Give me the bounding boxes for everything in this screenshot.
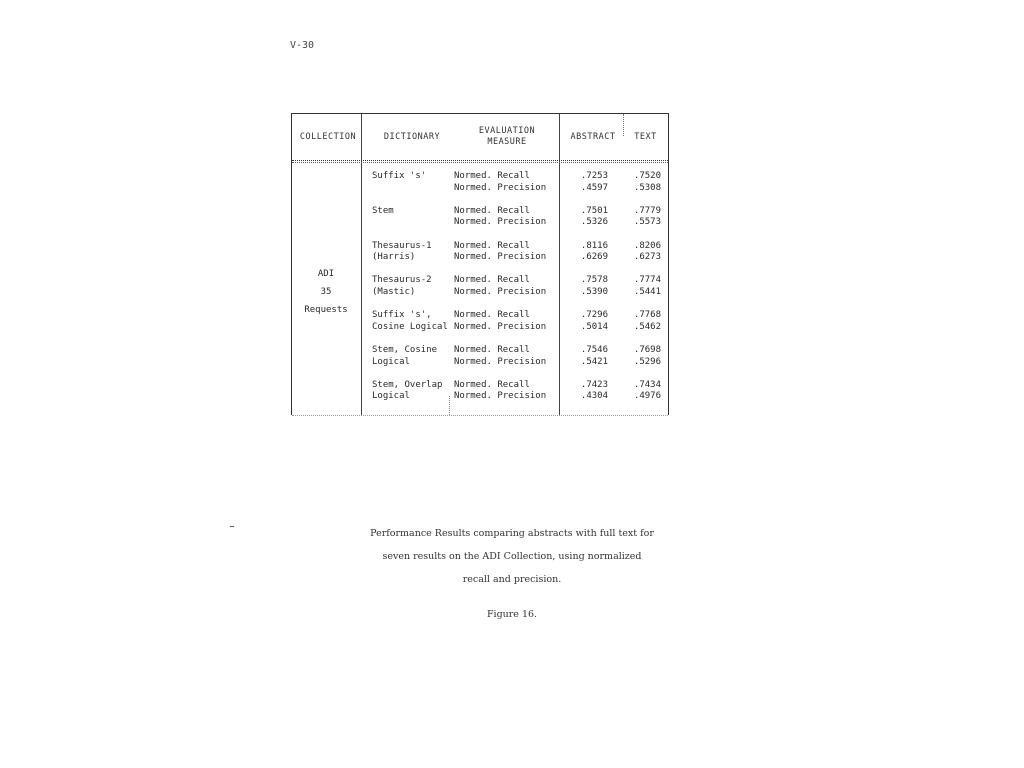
text-recall-value: .7768 bbox=[633, 310, 661, 321]
dictionary-cell: Thesaurus-1 bbox=[372, 240, 432, 251]
measure-precision-label: Normed. Precision bbox=[454, 286, 547, 297]
abstract-recall-value: .7501 bbox=[580, 205, 608, 216]
dictionary-cell-line2: (Mastic) bbox=[372, 286, 416, 297]
text-precision-value: .5573 bbox=[633, 217, 661, 228]
text-precision-value: .4976 bbox=[633, 391, 661, 402]
abstract-precision-value: .4597 bbox=[580, 182, 608, 193]
caption-line-2: seven results on the ADI Collection, using normalized bbox=[382, 551, 642, 562]
abstract-recall-value: .7546 bbox=[580, 345, 608, 355]
scan-mark bbox=[230, 526, 234, 527]
abstract-recall-value: .8116 bbox=[580, 240, 608, 251]
collection-requests-label: Requests bbox=[304, 305, 348, 315]
measure-recall-label: Normed. Recall bbox=[454, 345, 530, 355]
dictionary-cell: Thesaurus-2 bbox=[372, 275, 432, 286]
dictionary-cell-line2: Cosine Logical bbox=[372, 321, 448, 332]
measure-precision-label: Normed. Precision bbox=[454, 356, 547, 367]
measure-precision-label: Normed. Precision bbox=[454, 391, 547, 402]
measure-precision-label: Normed. Precision bbox=[454, 182, 547, 193]
collection-name: ADI bbox=[317, 269, 335, 279]
header-rule-secondary bbox=[292, 162, 668, 163]
header-rule bbox=[292, 160, 668, 161]
dictionary-cell: Suffix 's', bbox=[372, 310, 432, 321]
abstract-recall-value: .7253 bbox=[580, 171, 608, 181]
abstract-precision-value: .5326 bbox=[580, 217, 608, 228]
page-number: V-30 bbox=[290, 40, 315, 51]
text-precision-value: .6273 bbox=[633, 252, 661, 263]
abstract-precision-value: .5421 bbox=[580, 356, 608, 367]
dictionary-cell-line2: Logical bbox=[372, 391, 410, 402]
text-precision-value: .5308 bbox=[633, 182, 661, 193]
dictionary-cell-line2: Logical bbox=[372, 356, 410, 367]
abstract-precision-value: .6269 bbox=[580, 252, 608, 263]
measure-precision-label: Normed. Precision bbox=[454, 217, 547, 228]
dictionary-cell: Stem, Cosine bbox=[372, 345, 438, 355]
measure-recall-label: Normed. Recall bbox=[454, 171, 530, 181]
dictionary-cell-line2: (Harris) bbox=[372, 252, 416, 263]
text-precision-value: .5296 bbox=[633, 356, 661, 367]
abstract-recall-value: .7423 bbox=[580, 379, 608, 390]
header-dictionary: DICTIONARY bbox=[383, 132, 441, 142]
dictionary-cell: Stem, Overlap bbox=[372, 379, 443, 390]
table-bottom-rule bbox=[292, 415, 668, 416]
abstract-recall-value: .7578 bbox=[580, 275, 608, 286]
header-evaluation-line1: EVALUATION bbox=[478, 126, 536, 136]
caption-line-3: recall and precision. bbox=[462, 574, 562, 585]
text-recall-value: .7520 bbox=[633, 171, 661, 181]
measure-recall-label: Normed. Recall bbox=[454, 310, 530, 321]
text-recall-value: .7434 bbox=[633, 379, 661, 390]
dictionary-cell: Stem bbox=[372, 205, 394, 216]
measure-recall-label: Normed. Recall bbox=[454, 240, 530, 251]
measure-precision-label: Normed. Precision bbox=[454, 252, 547, 263]
column-divider-bottom-dotted bbox=[449, 396, 450, 415]
measure-recall-label: Normed. Recall bbox=[454, 379, 530, 390]
header-collection: COLLECTION bbox=[299, 132, 357, 142]
dictionary-cell: Suffix 's' bbox=[372, 171, 427, 181]
text-recall-value: .7779 bbox=[633, 205, 661, 216]
header-evaluation-line2: MEASURE bbox=[487, 137, 527, 147]
measure-precision-label: Normed. Precision bbox=[454, 321, 547, 332]
results-table bbox=[291, 113, 669, 415]
collection-request-count: 35 bbox=[320, 287, 332, 297]
header-abstract: ABSTRACT bbox=[570, 132, 616, 142]
text-recall-value: .7698 bbox=[633, 345, 661, 355]
caption-line-1: Performance Results comparing abstracts with full text for bbox=[370, 528, 654, 539]
abstract-precision-value: .5390 bbox=[580, 286, 608, 297]
measure-recall-label: Normed. Recall bbox=[454, 205, 530, 216]
measure-recall-label: Normed. Recall bbox=[454, 275, 530, 286]
text-precision-value: .5462 bbox=[633, 321, 661, 332]
abstract-precision-value: .5014 bbox=[580, 321, 608, 332]
abstract-recall-value: .7296 bbox=[580, 310, 608, 321]
abstract-precision-value: .4304 bbox=[580, 391, 608, 402]
header-text: TEXT bbox=[634, 132, 657, 142]
text-recall-value: .8206 bbox=[633, 240, 661, 251]
figure-label: Figure 16. bbox=[486, 609, 538, 620]
text-recall-value: .7774 bbox=[633, 275, 661, 286]
text-precision-value: .5441 bbox=[633, 286, 661, 297]
